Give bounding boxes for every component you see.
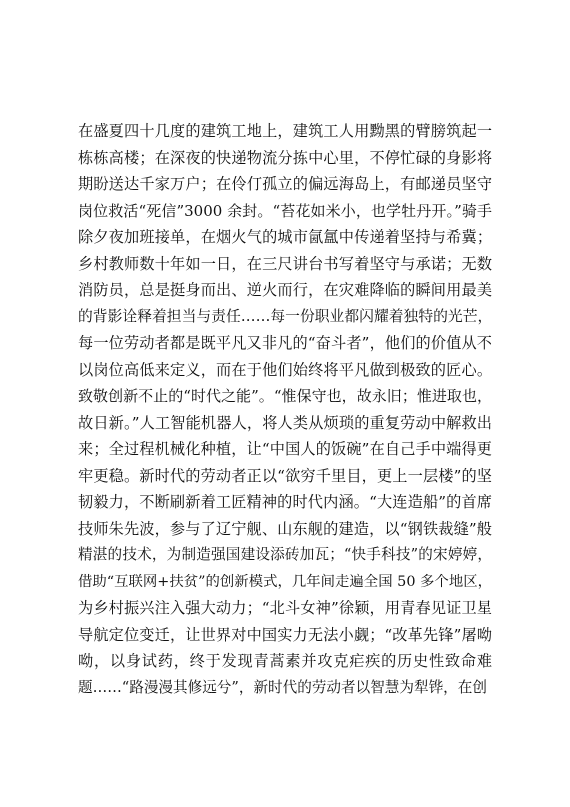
text-line: 呦，以身试药，终于发现青蒿素并攻克疟疾的历史性致命难 <box>78 652 492 670</box>
text-line: 每一位劳动者都是既平凡又非凡的“奋斗者”，他们的价值从不 <box>78 334 492 352</box>
text-line: 乡村教师数十年如一日，在三尺讲台书写着坚守与承诺；无数 <box>78 254 492 273</box>
text-line: 牢更稳。新时代的劳动者正以“欲穷千里目，更上一层楼”的坚 <box>78 466 492 485</box>
text-line: 期盼送达千家万户；在伶仃孤立的偏远海岛上，有邮递员坚守 <box>78 175 492 193</box>
text-line: 消防员，总是挺身而出、逆火而行，在灾难降临的瞬间用最美 <box>78 281 492 299</box>
text-line: 精湛的技术，为制造强国建设添砖加瓦；“快手科技”的宋婷婷， <box>78 546 492 563</box>
text-line: 栋栋高楼；在深夜的快递物流分拣中心里，不停忙碌的身影将 <box>78 148 492 167</box>
text-line: 的背影诠释着担当与责任……每一份职业都闪耀着独特的光芒， <box>78 307 492 325</box>
text-line: 导航定位变迁，让世界对中国实力无法小觑；“改革先锋”屠呦 <box>78 625 492 644</box>
text-line: 致敬创新不止的“时代之能”。“惟保守也，故永旧；惟进取也， <box>78 387 492 405</box>
text-line: 在盛夏四十几度的建筑工地上，建筑工人用黝黑的臂膀筑起一 <box>78 122 492 140</box>
text-line: 技师朱先波，参与了辽宁舰、山东舰的建造，以“钢铁裁缝”般 <box>78 519 492 538</box>
text-line: 以岗位高低来定义，而在于他们始终将平凡做到极致的匠心。 <box>78 360 492 379</box>
text-line: 故日新。”人工智能机器人，将人类从烦琐的重复劳动中解救出 <box>78 413 492 432</box>
text-line: 来；全过程机械化种植，让“中国人的饭碗”在自己手中端得更 <box>78 440 492 458</box>
text-line: 韧毅力，不断刷新着工匠精神的时代内涵。“大连造船”的首席 <box>78 493 492 511</box>
text-line: 除夕夜加班接单，在烟火气的城市氤氲中传递着坚持与希冀； <box>78 228 492 246</box>
text-line: 题……“路漫漫其修远兮”，新时代的劳动者以智慧为犁铧，在创 <box>78 678 487 696</box>
text-line: 岗位救活“死信”3000 余封。“苔花如米小，也学牡丹开。”骑手 <box>78 201 492 220</box>
body-text <box>78 118 492 701</box>
text-line: 为乡村振兴注入强大动力；“北斗女神”徐颖，用青春见证卫星 <box>78 599 492 617</box>
text-line: 借助“互联网+扶贫”的创新模式，几年间走遍全国 50 多个地区， <box>78 573 492 590</box>
